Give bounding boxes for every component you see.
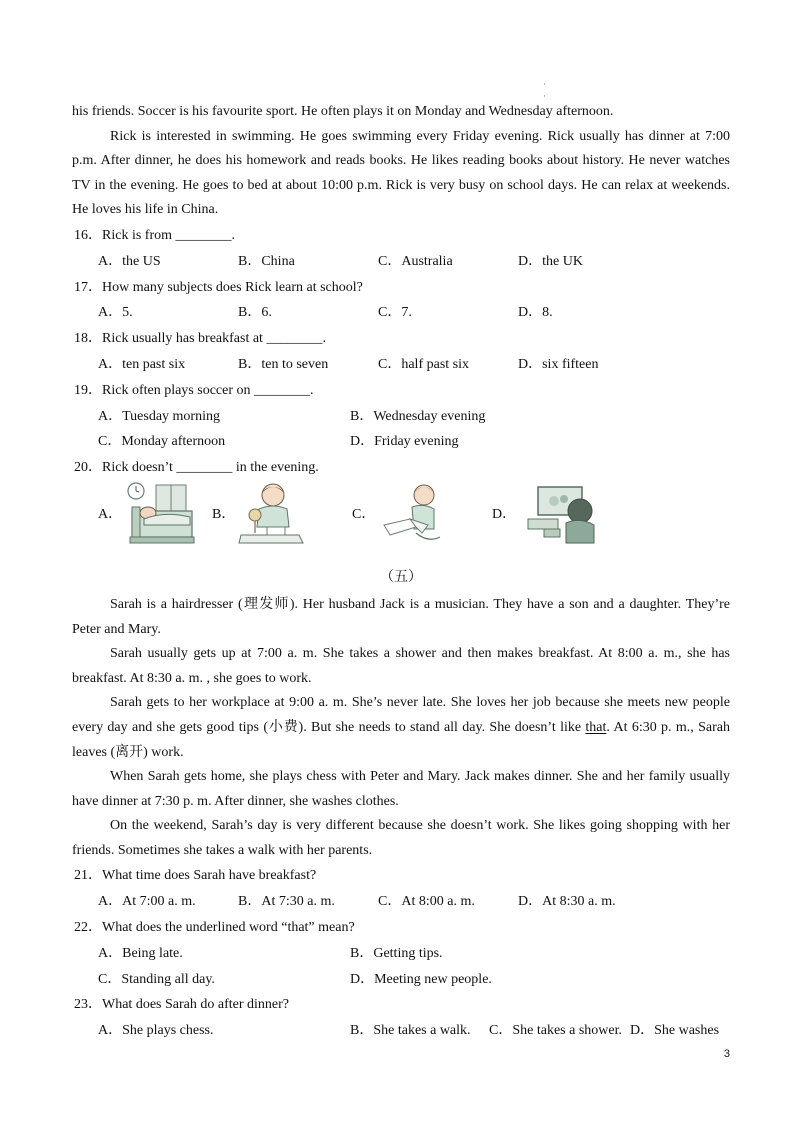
question-17-stem: 17．How many subjects does Rick learn at school? <box>74 279 363 295</box>
question-20-stem: 20．Rick doesn’t ________ in the evening. <box>74 460 319 476</box>
option-b[interactable]: B．At 7:30 a. m. <box>238 894 335 910</box>
option-c[interactable]: C．Monday afternoon <box>98 434 226 450</box>
option-a[interactable]: A．She plays chess. <box>98 1023 214 1039</box>
question-21-options <box>72 889 730 915</box>
option-c[interactable]: C． <box>352 506 376 522</box>
section-heading: （五） <box>380 569 422 585</box>
top-dots: · · <box>543 79 546 101</box>
page-number: 3 <box>723 1048 730 1060</box>
passage5-paragraph-2: Sarah usually gets up at 7:00 a. m. She takes a shower and then makes breakfast. At 8:00 a. m., she has breakfast. At 8:30 a. m. , she goes to work. <box>72 646 730 686</box>
passage5-paragraph-3: Sarah gets to her workplace at 9:00 a. m. She’s never late. She loves her job because she meets new people every day and she gets good tips (小费). But she needs to stand all day. She doesn’t like that. At 6:30 p. m., Sarah leaves (离开) work. <box>72 695 730 760</box>
option-a[interactable]: A．ten past six <box>98 356 186 372</box>
option-d[interactable]: D．She washes <box>630 1023 720 1039</box>
option-a[interactable]: A．At 7:00 a. m. <box>98 894 196 910</box>
option-d[interactable]: D．Meeting new people. <box>350 971 492 987</box>
question-19-options-row-2 <box>72 429 730 455</box>
question-16-stem: 16．Rick is from ________. <box>74 227 235 243</box>
question-18-options <box>72 352 730 378</box>
question-23-stem: 23．What does Sarah do after dinner? <box>74 997 289 1013</box>
option-c[interactable]: C．7. <box>378 305 412 321</box>
option-b[interactable]: B． <box>212 506 236 522</box>
underlined-word: that <box>585 719 607 735</box>
option-b[interactable]: B．China <box>238 253 295 269</box>
option-d[interactable]: D． <box>492 506 517 522</box>
question-20-picture-options <box>72 481 730 561</box>
question-19-stem: 19．Rick often plays soccer on ________. <box>74 382 314 398</box>
question-22-options-row-2 <box>72 967 730 993</box>
question-18-stem: 18．Rick usually has breakfast at ________. <box>74 331 326 347</box>
option-c[interactable]: C．Standing all day. <box>98 971 215 987</box>
option-d[interactable]: D．At 8:30 a. m. <box>518 894 616 910</box>
passage4-paragraph-2: Rick is interested in swimming. He goes swimming every Friday evening. Rick usually has dinner at 7:00 p.m. After dinner, he does his homework and reads books. He likes reading books about history. He never watches TV in the evening. He goes to bed at about 10:00 p.m. Rick is very busy on school days. He can relax at weekends. He loves his life in China. <box>72 128 730 218</box>
option-b[interactable]: B．6. <box>238 305 272 321</box>
question-22-stem: 22．What does the underlined word “that” mean? <box>74 920 355 936</box>
passage5-paragraph-1: Sarah is a hairdresser (理发师). Her husband Jack is a musician. They have a son and a daughter. They’re Peter and Mary. <box>72 596 730 637</box>
question-17-options <box>72 300 730 326</box>
option-a[interactable]: A．Being late. <box>98 945 183 961</box>
page-content <box>72 100 730 1044</box>
option-d[interactable]: D．six fifteen <box>518 356 599 372</box>
passage5-paragraph-5: On the weekend, Sarah’s day is very different because she doesn’t work. She likes going shopping with her friends. Sometimes she takes a walk with her parents. <box>72 818 730 858</box>
option-c[interactable]: C．half past six <box>378 356 469 372</box>
question-23-options <box>72 1018 730 1044</box>
option-a[interactable]: A．5. <box>98 305 133 321</box>
option-a[interactable]: A．the US <box>98 253 161 269</box>
reading-book-picture[interactable] <box>376 481 454 549</box>
option-b[interactable]: B．ten to seven <box>238 356 329 372</box>
passage4-line-1: his friends. Soccer is his favourite sport. He often plays it on Monday and Wednesday afternoon. <box>72 104 614 119</box>
sleeping-in-bed-picture[interactable] <box>124 481 202 549</box>
option-a[interactable]: A． <box>98 506 123 522</box>
watching-tv-picture[interactable] <box>516 481 596 549</box>
option-b[interactable]: B．Wednesday evening <box>350 408 486 424</box>
passage5-paragraph-4: When Sarah gets home, she plays chess with Peter and Mary. Jack makes dinner. She and her family usually have dinner at 7:30 p. m. After dinner, she washes clothes. <box>72 769 730 809</box>
option-d[interactable]: D．Friday evening <box>350 434 459 450</box>
option-a[interactable]: A．Tuesday morning <box>98 408 220 424</box>
question-22-options-row-1 <box>72 941 730 967</box>
option-d[interactable]: D．the UK <box>518 253 583 269</box>
option-b[interactable]: B．Getting tips. <box>350 945 443 961</box>
option-b[interactable]: B．She takes a walk. <box>350 1023 471 1039</box>
question-16-options <box>72 249 730 275</box>
question-19-options-row-1 <box>72 404 730 430</box>
doing-homework-picture[interactable] <box>237 481 305 549</box>
option-d[interactable]: D．8. <box>518 305 553 321</box>
option-c[interactable]: C．She takes a shower. <box>489 1023 622 1039</box>
option-c[interactable]: C．Australia <box>378 253 453 269</box>
option-c[interactable]: C．At 8:00 a. m. <box>378 894 475 910</box>
question-21-stem: 21．What time does Sarah have breakfast? <box>74 868 317 884</box>
